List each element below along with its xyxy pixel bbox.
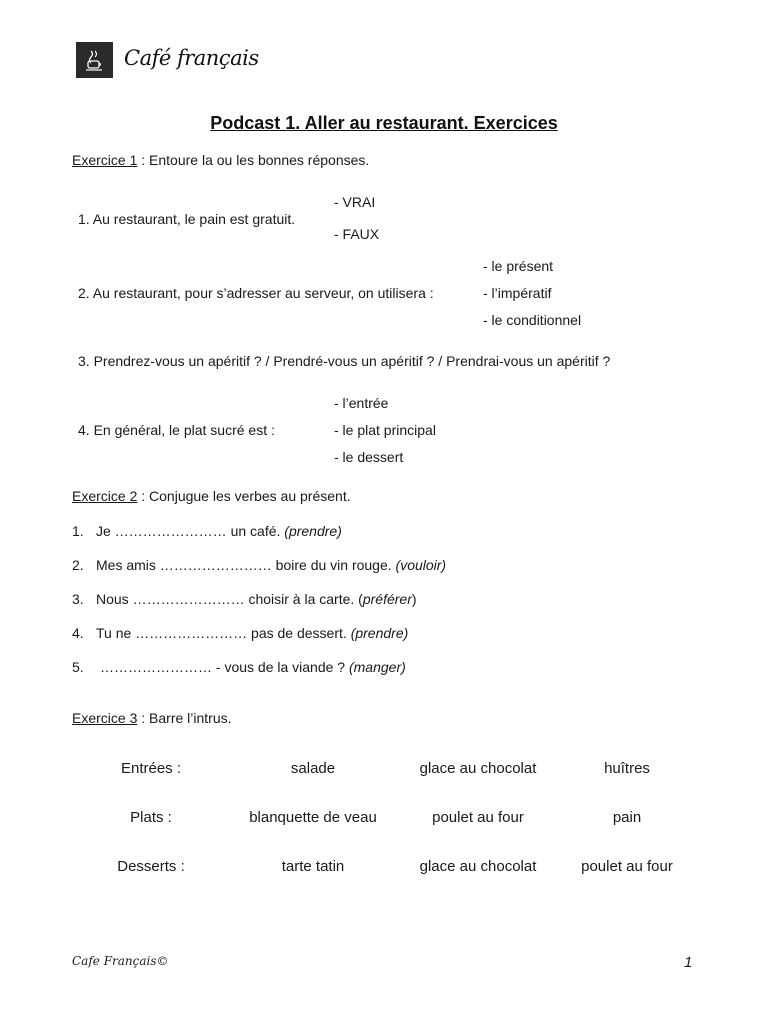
exercise2-item — [72, 659, 406, 675]
exercise1-q2-option: - le présent — [483, 258, 554, 274]
row-label: Desserts : — [117, 858, 185, 875]
item-text: Mes amis …………………… boire du vin rouge. — [96, 557, 396, 573]
exercise3-row-plats — [0, 809, 768, 831]
exercise1-q1-option: - VRAI — [334, 194, 376, 210]
exercise2-heading — [72, 488, 351, 504]
item-verb: préférer — [362, 591, 412, 607]
item-verb: (prendre) — [350, 625, 409, 641]
exercise1-q2-text: 2. Au restaurant, pour s’adresser au serveur, on utilisera : — [78, 285, 434, 301]
exercise1-q2-option: - le conditionnel — [483, 312, 582, 328]
exercise1-q4-option: - l’entrée — [334, 395, 389, 411]
exercise1-q1-option: - FAUX — [334, 226, 380, 242]
item-verb: (manger) — [348, 659, 406, 675]
item-number: 3. — [72, 591, 84, 607]
row-item: blanquette de veau — [249, 809, 377, 826]
exercise3-heading — [72, 710, 232, 726]
item-verb: (vouloir) — [395, 557, 447, 573]
exercise1-instruction: : Entoure la ou les bonnes réponses. — [137, 152, 370, 168]
exercise3-instruction: : Barre l’intrus. — [137, 710, 232, 726]
row-item: glace au chocolat — [419, 858, 537, 875]
exercise2-item — [72, 625, 408, 641]
exercise3-row-entrees — [0, 760, 768, 782]
item-text: Nous …………………… choisir à la carte. ( — [96, 591, 363, 607]
exercise1-heading — [72, 152, 369, 168]
item-text: …………………… - vous de la viande ? — [100, 659, 349, 675]
row-item: poulet au four — [581, 858, 673, 875]
exercise1-q4-option: - le dessert — [334, 449, 404, 465]
exercise1-q2-option: - l’impératif — [483, 285, 552, 301]
item-verb: (prendre) — [284, 523, 342, 539]
row-item: pain — [612, 809, 642, 826]
item-text: Tu ne …………………… pas de dessert. — [96, 625, 351, 641]
row-label: Plats : — [130, 809, 172, 826]
row-item: huîtres — [604, 760, 650, 777]
item-number: 2. — [72, 557, 84, 573]
item-after: ) — [411, 591, 417, 607]
row-item: glace au chocolat — [419, 760, 537, 777]
row-item: poulet au four — [432, 809, 524, 826]
row-label: Entrées : — [120, 760, 182, 777]
exercise1-q1-text: 1. Au restaurant, le pain est gratuit. — [78, 211, 296, 227]
item-number: 5. — [72, 659, 84, 675]
item-number: 4. — [72, 625, 84, 641]
exercise2-item — [72, 557, 446, 573]
exercise2-instruction: : Conjugue les verbes au présent. — [137, 488, 351, 504]
exercise1-q4-text: 4. En général, le plat sucré est : — [78, 422, 275, 438]
item-text: Je …………………… un café. — [96, 523, 285, 539]
row-item: tarte tatin — [281, 858, 345, 875]
exercise2-item — [72, 523, 342, 539]
exercise1-label: Exercice 1 — [72, 152, 138, 168]
brand-name: Café français — [124, 46, 259, 70]
item-number: 1. — [72, 523, 84, 539]
exercise2-label: Exercice 2 — [72, 488, 138, 504]
page-title: Podcast 1. Aller au restaurant. Exercices — [210, 113, 558, 133]
row-item: salade — [290, 760, 336, 777]
exercise2-item — [72, 591, 417, 607]
logo-badge — [76, 42, 113, 78]
exercise1-q4-option: - le plat principal — [334, 422, 436, 438]
footer-copyright: Cafe Français© — [72, 954, 169, 968]
page-number: 1 — [684, 954, 693, 971]
cafe-cup-icon — [76, 42, 113, 78]
exercise3-row-desserts — [0, 858, 768, 880]
exercise1-q3-text: 3. Prendrez-vous un apéritif ? / Prendré-vous un apéritif ? / Prendrai-vous un apéritif ? — [78, 353, 611, 369]
exercise3-label: Exercice 3 — [72, 710, 138, 726]
